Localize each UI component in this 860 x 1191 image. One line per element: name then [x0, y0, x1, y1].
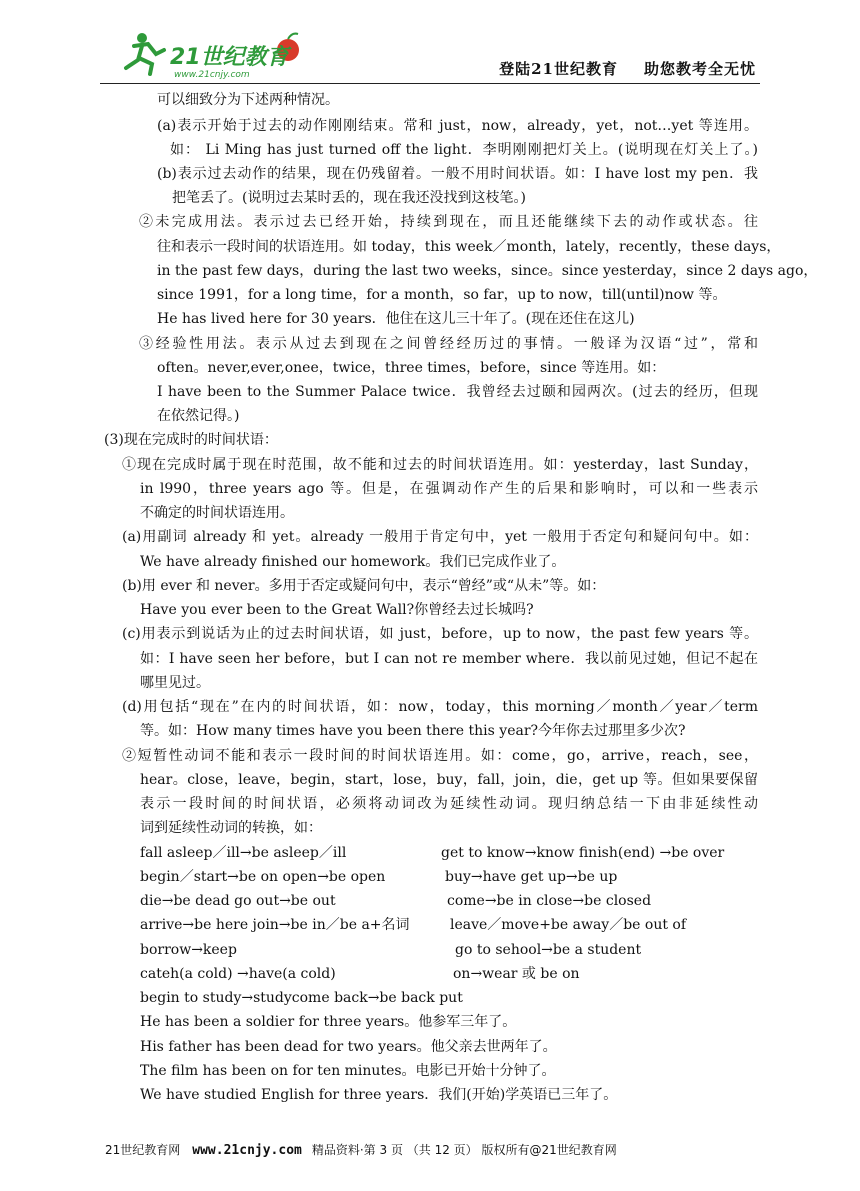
- footer-site-name: 21世纪教育网: [105, 1143, 181, 1157]
- conversion-right: come→be in close→be closed: [447, 893, 652, 909]
- paragraph-line: He has lived here for 30 years．他住在这儿三十年了。(现在还住在这儿): [157, 311, 635, 327]
- conversion-right: on→wear 或 be on: [453, 966, 580, 982]
- conversion-left: die→be dead go out→be out: [140, 893, 336, 909]
- paragraph-line: (c)用表示到说话为止的过去时间状语，如 just，before，up to now，the past few years 等。: [122, 626, 758, 642]
- paragraph-line: 如：I have seen her before，but I can not re member where．我以前见过她，但记不起在: [140, 651, 758, 667]
- paragraph-line: in the past few days，during the last two weeks，since。since yesterday，since 2 days ago，: [157, 263, 818, 279]
- paragraph-line: 哪里见过。: [140, 675, 210, 691]
- paragraph-line: 等。如：How many times have you been there this year?今年你去过那里多少次?: [140, 723, 686, 739]
- site-logo: [112, 28, 302, 80]
- footer-page-info: 精品资料·第 3 页 （共 12 页） 版权所有@21世纪教育网: [311, 1143, 617, 1157]
- paragraph-line: 不确定的时间状语连用。: [140, 505, 294, 521]
- paragraph-line: (a)用副词 already 和 yet。already 一般用于肯定句中，yet 一般用于否定句和疑问句中。如：: [122, 529, 758, 545]
- paragraph-line: 把笔丢了。(说明过去某时丢的，现在我还没找到这枝笔。): [172, 190, 526, 206]
- paragraph-line: We have already finished our homework。我们已完成作业了。: [140, 554, 566, 570]
- paragraph-line: since 1991，for a long time，for a month，so far，up to now，till(until)now 等。: [157, 287, 727, 303]
- paragraph-line: 词到延续性动词的转换，如：: [140, 820, 322, 836]
- page-footer: [105, 1141, 617, 1158]
- conversion-right: buy→have get up→be up: [445, 869, 618, 885]
- paragraph-line: 往和表示一段时间的状语连用。如 today，this week／month，lately，recently，these days，: [157, 239, 781, 255]
- example-sentence: The film has been on for ten minutes。电影已开始十分钟了。: [140, 1063, 556, 1079]
- conversion-left: begin to study→studycome back→be back put: [140, 990, 463, 1006]
- conversion-right: go to sehool→be a student: [455, 942, 642, 958]
- footer-site-url[interactable]: www.21cnjy.com: [192, 1143, 302, 1158]
- conversion-right: get to know→know finish(end) →be over: [441, 845, 725, 861]
- paragraph-line: 可以细致分为下述两种情况。: [157, 92, 339, 108]
- paragraph-line: 如： Li Ming has just turned off the light．李明刚刚把灯关上。(说明现在灯关上了。): [170, 142, 758, 158]
- paragraph-line: in l990，three years ago 等。但是，在强调动作产生的后果和影响时，可以和一些表示: [140, 481, 758, 497]
- paragraph-line: 表示一段时间的时间状语，必须将动词改为延续性动词。现归纳总结一下由非延续性动: [140, 796, 758, 812]
- paragraph-line: ②未完成用法。表示过去已经开始，持续到现在，而且还能继续下去的动作或状态。往: [139, 214, 758, 230]
- paragraph-line: I have been to the Summer Palace twice．我曾经去过颐和园两次。(过去的经历，但现: [157, 384, 758, 400]
- conversion-left: arrive→be here join→be in／be a+名词: [140, 917, 410, 933]
- example-sentence: We have studied English for three years．我们(开始)学英语已三年了。: [140, 1087, 618, 1103]
- conversion-right: leave／move+be away／be out of: [450, 917, 687, 933]
- conversion-left: fall asleep／ill→be asleep／ill: [140, 845, 347, 861]
- example-sentence: He has been a soldier for three years。他参军三年了。: [140, 1014, 517, 1030]
- paragraph-line: hear。close，leave，begin，start，lose，buy，fall，join，die，get up 等。但如果要保留: [140, 772, 758, 788]
- paragraph-line: often。never,ever,onee，twice，three times，before，since 等连用。如：: [157, 360, 666, 376]
- page-header: [100, 28, 760, 84]
- paragraph-line: ①现在完成时属于现在时范围，故不能和过去的时间状语连用。如：yesterday，last Sunday，: [122, 457, 758, 473]
- logo-url: www.21cnjy.com: [174, 70, 250, 80]
- paragraph-line: ③经验性用法。表示从过去到现在之间曾经经历过的事情。一般译为汉语“过”，常和: [139, 336, 758, 352]
- slogan-left: 登陆21世纪教育: [499, 60, 618, 78]
- paragraph-line: (b)表示过去动作的结果，现在仍残留着。一般不用时间状语。如：I have lost my pen．我: [157, 166, 758, 182]
- conversion-left: borrow→keep: [140, 942, 237, 958]
- logo-text: 21世纪教育: [170, 45, 289, 70]
- slogan-right: 助您教考全无忧: [643, 60, 756, 78]
- header-divider: [100, 83, 760, 84]
- paragraph-line: (d)用包括“现在”在内的时间状语，如：now，today，this morning／month／year／term: [122, 699, 758, 715]
- paragraph-line: (b)用 ever 和 never。多用于否定或疑问句中，表示“曾经”或“从未”等。如：: [122, 578, 606, 594]
- header-slogan: [499, 58, 756, 79]
- section-heading: (3)现在完成时的时间状语：: [104, 432, 278, 448]
- conversion-left: cateh(a cold) →have(a cold): [140, 966, 336, 982]
- example-sentence: His father has been dead for two years。他父亲去世两年了。: [140, 1039, 557, 1055]
- conversion-left: begin／start→be on open→be open: [140, 869, 386, 885]
- paragraph-line: (a)表示开始于过去的动作刚刚结束。常和 just，now，already，yet，not…yet 等连用。: [157, 118, 758, 134]
- paragraph-line: Have you ever been to the Great Wall?你曾经去过长城吗?: [140, 602, 534, 618]
- paragraph-line: 在依然记得。): [157, 408, 240, 424]
- paragraph-line: ②短暂性动词不能和表示一段时间的时间状语连用。如：come，go，arrive，reach，see，: [122, 748, 758, 764]
